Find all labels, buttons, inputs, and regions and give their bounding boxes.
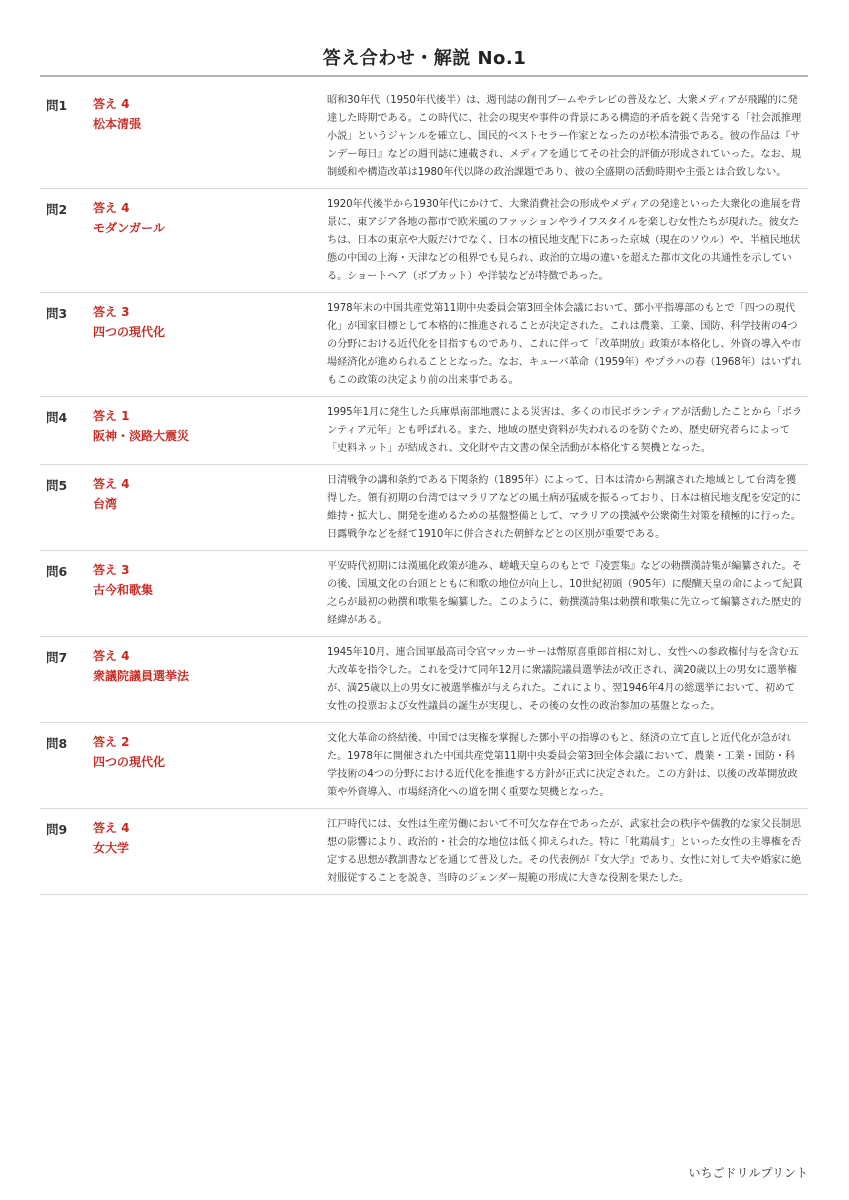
explanation-text: 平安時代初期には漢風化政策が進み、嵯峨天皇らのもとで『凌雲集』などの勅撰漢詩集が編纂された。その後、国風文化の台頭とともに和歌の地位が向上し、10世紀初頭（905年）に醍醐天皇の命によって紀貫之らが最初の勅撰和歌集を編纂した。このように、勅撰漢詩集は勅撰和歌集に先立って編纂された歴史的経緯がある。	[327, 561, 803, 626]
title-divider	[40, 75, 808, 77]
explanation-text: 1920年代後半から1930年代にかけて、大衆消費社会の形成やメディアの発達といった大衆化の進展を背景に、東アジア各地の都市で欧米風のファッションやライフスタイルを楽しむ女性たちが現れた。彼女たちは、日本の東京や大阪だけでなく、日本の植民地支配下にあった京城（現在のソウル）や、半植民地状態の中国の上海・天津などの租界でも見られ、政治的立場の違いを超えた都市文化の共通性を示している。ショートヘア（ボブカット）や洋装などが特徴であった。	[327, 199, 801, 282]
answer-row	[40, 85, 808, 189]
answer-row	[40, 293, 808, 397]
answer-row	[40, 551, 808, 637]
answer-row	[40, 637, 808, 723]
answer-block	[93, 818, 313, 858]
page-title: 答え合わせ・解説 No.1	[322, 48, 527, 69]
explanation-text: 昭和30年代（1950年代後半）は、週刊誌の創刊ブームやテレビの普及など、大衆メディアが飛躍的に発達した時期である。この時代に、社会の現実や事件の背景にある構造的矛盾を鋭く告発する「社会派推理小説」というジャンルを確立し、国民的ベストセラー作家となったのが松本清張である。彼の作品は『サンデー毎日』などの週刊誌に連載され、メディアを通じてその社会的評価が形成されていった。なお、規制緩和や構造改革は1980年代以降の政治課題であり、彼の全盛期の活動時期や主張とは合致しない。	[327, 95, 802, 178]
question-number: 問8	[46, 736, 68, 751]
answer-row	[40, 809, 808, 895]
answer-block	[93, 732, 313, 772]
explanation-text: 文化大革命の終結後、中国では実権を掌握した鄧小平の指導のもと、経済の立て直しと近代化が急がれた。1978年に開催された中国共産党第11期中央委員会第3回全体会議において、農業・工業・国防・科学技術の4つの分野における近代化を推進する方針が正式に決定された。この方針は、以後の改革開放政策や外資導入、市場経済化への道を開く重要な契機となった。	[327, 733, 798, 798]
answer-label: 答え 1	[93, 409, 130, 423]
answer-block	[93, 646, 313, 686]
answer-term: 女大学	[93, 841, 130, 855]
answer-label: 答え 2	[93, 735, 130, 749]
answer-block	[93, 474, 313, 514]
answer-block	[93, 406, 313, 446]
answer-label: 答え 4	[93, 821, 130, 835]
answer-row	[40, 189, 808, 293]
question-number: 問2	[46, 202, 68, 217]
answer-label: 答え 3	[93, 305, 130, 319]
answer-row	[40, 397, 808, 465]
explanation-text: 1945年10月、連合国軍最高司令官マッカーサーは幣原喜重郎首相に対し、女性への参政権付与を含む五大改革を指令した。これを受けて同年12月に衆議院議員選挙法が改正され、満20歳以上の男女に選挙権が、満25歳以上の男女に被選挙権が与えられた。これにより、翌1946年4月の総選挙において、初めて女性の投票および女性議員の誕生が実現し、その後の女性の政治参加の基盤となった。	[327, 647, 799, 712]
answer-label: 答え 4	[93, 477, 130, 491]
footer-brand: いちごドリルプリント	[688, 1166, 808, 1180]
question-number: 問9	[46, 822, 68, 837]
explanation-text: 1978年末の中国共産党第11期中央委員会第3回全体会議において、鄧小平指導部のもとで「四つの現代化」が国家目標として本格的に推進されることが決定された。これは農業、工業、国防、科学技術の4つの分野における近代化を目指すものであり、これに伴って「改革開放」政策が本格化し、外資の導入や市場経済化が進められることとなった。なお、キューバ革命（1959年）やプラハの春（1968年）はいずれもこの政策の決定より前の出来事である。	[327, 303, 802, 386]
explanation-text: 江戸時代には、女性は生産労働において不可欠な存在であったが、武家社会の秩序や儒教的な家父長制思想の影響により、政治的・社会的な地位は低く抑えられた。特に「牝鶏晨す」といった女性の主導権を否定する思想が教訓書などを通じて普及した。その代表例が『女大学』であり、女性に対して夫や婚家に絶対服従することを説き、当時のジェンダー規範の形成に大きな役割を果たした。	[327, 819, 802, 884]
answer-row	[40, 723, 808, 809]
question-number: 問3	[46, 306, 68, 321]
answer-term: 松本清張	[93, 117, 142, 131]
answer-label: 答え 4	[93, 97, 130, 111]
answer-term: 阪神・淡路大震災	[93, 429, 190, 443]
answer-term: 台湾	[93, 497, 118, 511]
answer-term: モダンガール	[93, 221, 165, 235]
question-number: 問5	[46, 478, 68, 493]
answer-term: 古今和歌集	[93, 583, 154, 597]
explanation-text: 日清戦争の講和条約である下関条約（1895年）によって、日本は清から割譲された地域として台湾を獲得した。領有初期の台湾ではマラリアなどの風土病が猛威を振るっており、日本は植民地支配を安定的に維持・拡大し、開発を進めるための基盤整備として、マラリアの撲滅や公衆衛生対策を積極的に行った。日露戦争などを経て1910年に併合された朝鮮などとの区別が重要である。	[327, 475, 802, 540]
question-number: 問4	[46, 410, 68, 425]
answer-list	[40, 85, 808, 895]
answer-term: 四つの現代化	[93, 325, 166, 339]
answer-label: 答え 4	[93, 649, 130, 663]
question-number: 問6	[46, 564, 68, 579]
answer-block	[93, 560, 313, 600]
question-number: 問1	[46, 98, 68, 113]
answer-term: 四つの現代化	[93, 755, 166, 769]
answer-block	[93, 302, 313, 342]
answer-label: 答え 3	[93, 563, 130, 577]
question-number: 問7	[46, 650, 68, 665]
answer-row	[40, 465, 808, 551]
explanation-text: 1995年1月に発生した兵庫県南部地震による災害は、多くの市民ボランティアが活動したことから「ボランティア元年」とも呼ばれる。また、地域の歴史資料が失われるのを防ぐため、歴史研究者らによって「史料ネット」が結成され、文化財や古文書の保全活動が本格化する契機となった。	[327, 407, 802, 454]
answer-term: 衆議院議員選挙法	[93, 669, 190, 683]
answer-block	[93, 198, 313, 238]
answer-label: 答え 4	[93, 201, 130, 215]
answer-block	[93, 94, 313, 134]
